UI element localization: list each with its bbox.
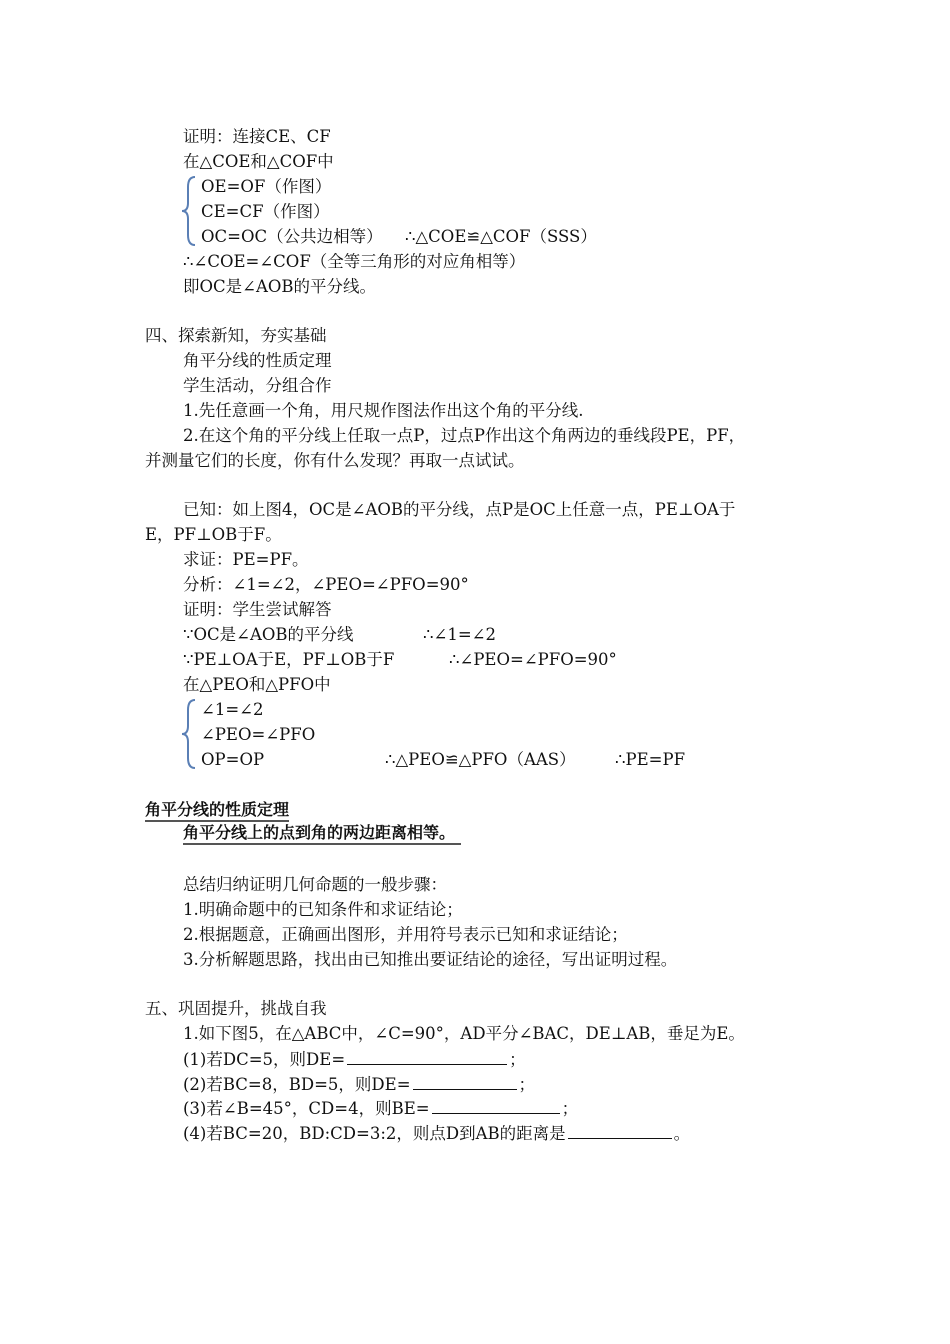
theorem-title-text: 角平分线的性质定理 (145, 800, 289, 822)
theorem-statement (183, 822, 461, 844)
question-1-text: (1)若DC=5，则DE= (183, 1050, 346, 1069)
given-line8: 在△PEO和△PFO中 (183, 675, 331, 694)
brace-2 (180, 698, 200, 770)
section4-line1: 角平分线的性质定理 (183, 351, 332, 370)
given-line9: ∠1=∠2 (201, 700, 264, 719)
answer-blank-1[interactable] (347, 1048, 507, 1065)
section5-question: 1.如下图5，在△ABC中，∠C=90°，AD平分∠BAC，DE⊥AB，垂足为E。 (183, 1024, 745, 1043)
section4-line3: 1.先任意画一个角，用尺规作图法作出这个角的平分线. (183, 401, 584, 420)
question-4 (183, 1122, 690, 1145)
given-line3: 求证：PE=PF。 (183, 550, 309, 569)
proof1-line7: 即OC是∠AOB的平分线。 (183, 277, 377, 296)
given-line6b: ∴∠1=∠2 (423, 625, 496, 644)
answer-blank-3[interactable] (432, 1097, 560, 1114)
given-line7b: ∴∠PEO=∠PFO=90° (449, 650, 617, 669)
question-2-text: (2)若BC=8，BD=5，则DE= (183, 1075, 411, 1094)
section4-line2: 学生活动，分组合作 (183, 376, 332, 395)
given-line6a: ∵OC是∠AOB的平分线 (183, 625, 354, 644)
summary-line1: 总结归纳证明几何命题的一般步骤： (183, 875, 447, 894)
question-3-end: ； (561, 1099, 579, 1118)
question-4-end: 。 (673, 1124, 691, 1143)
given-line11: OP=OP (201, 750, 265, 769)
question-2 (183, 1073, 535, 1096)
summary-line2: 1.明确命题中的已知条件和求证结论； (183, 900, 463, 919)
given-line10: ∠PEO=∠PFO (201, 725, 316, 744)
question-3-text: (3)若∠B=45°，CD=4，则BE= (183, 1099, 430, 1118)
given-line7a: ∵PE⊥OA于E，PF⊥OB于F (183, 650, 395, 669)
proof1-line3: OE=OF（作图） (201, 177, 332, 196)
given-line11-congruent: ∴△PEO≌△PFO（AAS） (385, 750, 576, 769)
section5-heading: 五、巩固提升，挑战自我 (145, 999, 327, 1018)
proof1-line4: CE=CF（作图） (201, 202, 330, 221)
proof1-line1: 证明：连接CE、CF (183, 127, 331, 146)
answer-blank-4[interactable] (568, 1122, 672, 1139)
question-4-text: (4)若BC=20，BD:CD=3:2，则点D到AB的距离是 (183, 1124, 566, 1143)
given-line1: 已知：如上图4，OC是∠AOB的平分线，点P是OC上任意一点，PE⊥OA于 (183, 500, 736, 519)
section4-line5: 并测量它们的长度，你有什么发现？再取一点试试。 (145, 451, 525, 470)
given-line4: 分析：∠1=∠2，∠PEO=∠PFO=90° (183, 575, 469, 594)
brace-1 (180, 175, 200, 247)
proof1-line5: OC=OC（公共边相等） (201, 227, 383, 246)
summary-line4: 3.分析解题思路，找出由已知推出要证结论的途径，写出证明过程。 (183, 950, 678, 969)
proof1-line5-conclusion: ∴△COE≌△COF（SSS） (405, 227, 597, 246)
theorem-statement-text: 角平分线上的点到角的两边距离相等。 (183, 823, 461, 845)
given-line2: E，PF⊥OB于F。 (145, 525, 282, 544)
theorem-title (145, 799, 289, 821)
proof1-line6: ∴∠COE=∠COF（全等三角形的对应角相等） (183, 252, 526, 271)
section4-line4: 2.在这个角的平分线上任取一点P，过点P作出这个角两边的垂线段PE，PF， (183, 426, 746, 445)
section4-heading: 四、探索新知，夯实基础 (145, 326, 327, 345)
given-line11-result: ∴PE=PF (615, 750, 686, 769)
question-1 (183, 1048, 526, 1071)
given-line5: 证明：学生尝试解答 (183, 600, 332, 619)
answer-blank-2[interactable] (413, 1073, 517, 1090)
question-2-end: ； (518, 1075, 536, 1094)
proof1-line2: 在△COE和△COF中 (183, 152, 334, 171)
question-1-end: ； (509, 1050, 526, 1069)
question-3 (183, 1097, 578, 1120)
summary-line3: 2.根据题意，正确画出图形，并用符号表示已知和求证结论； (183, 925, 628, 944)
